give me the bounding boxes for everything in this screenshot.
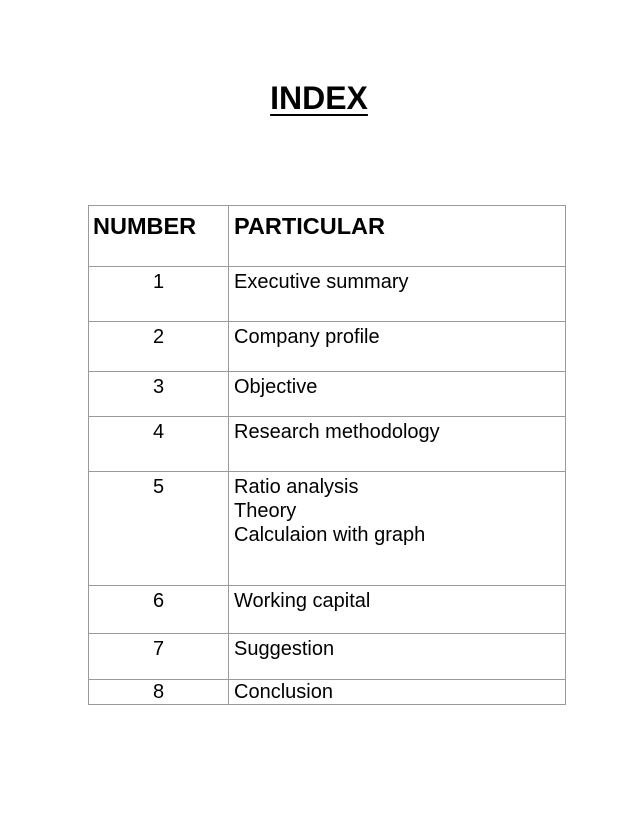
- row-number: 7: [89, 634, 229, 680]
- particular-line: Working capital: [234, 590, 371, 612]
- table-row: [89, 417, 566, 472]
- row-number: 2: [89, 322, 229, 372]
- row-number: 8: [89, 680, 229, 705]
- row-particular: [229, 267, 566, 322]
- table-row: [89, 472, 566, 586]
- table-row: [89, 586, 566, 634]
- particular-line: Executive summary: [234, 271, 409, 293]
- page-title-text: INDEX: [270, 80, 368, 116]
- table-row: [89, 372, 566, 417]
- particular-line: Research methodology: [234, 421, 440, 443]
- row-number: 5: [89, 472, 229, 586]
- row-particular: [229, 680, 566, 705]
- particular-line: Conclusion: [234, 681, 333, 703]
- table-row: [89, 322, 566, 372]
- particular-line: Suggestion: [234, 638, 335, 660]
- row-number: 3: [89, 372, 229, 417]
- row-number: 4: [89, 417, 229, 472]
- particular-line: Company profile: [234, 326, 380, 348]
- row-particular: [229, 634, 566, 680]
- table-row: [89, 634, 566, 680]
- row-particular: [229, 586, 566, 634]
- table-row: [89, 267, 566, 322]
- column-header-number: NUMBER: [89, 206, 229, 267]
- row-number: 6: [89, 586, 229, 634]
- particular-line: Theory: [234, 500, 297, 522]
- table-header-row: [89, 206, 566, 267]
- column-header-particular: PARTICULAR: [229, 206, 566, 267]
- row-number: 1: [89, 267, 229, 322]
- table-row: [89, 680, 566, 705]
- row-particular: [229, 417, 566, 472]
- row-particular: [229, 472, 566, 586]
- particular-line: Ratio analysis: [234, 476, 359, 498]
- particular-line: Calculaion with graph: [234, 524, 426, 546]
- row-particular: [229, 372, 566, 417]
- row-particular: [229, 322, 566, 372]
- index-table: [88, 205, 566, 705]
- page-title: [0, 76, 638, 120]
- particular-line: Objective: [234, 376, 318, 398]
